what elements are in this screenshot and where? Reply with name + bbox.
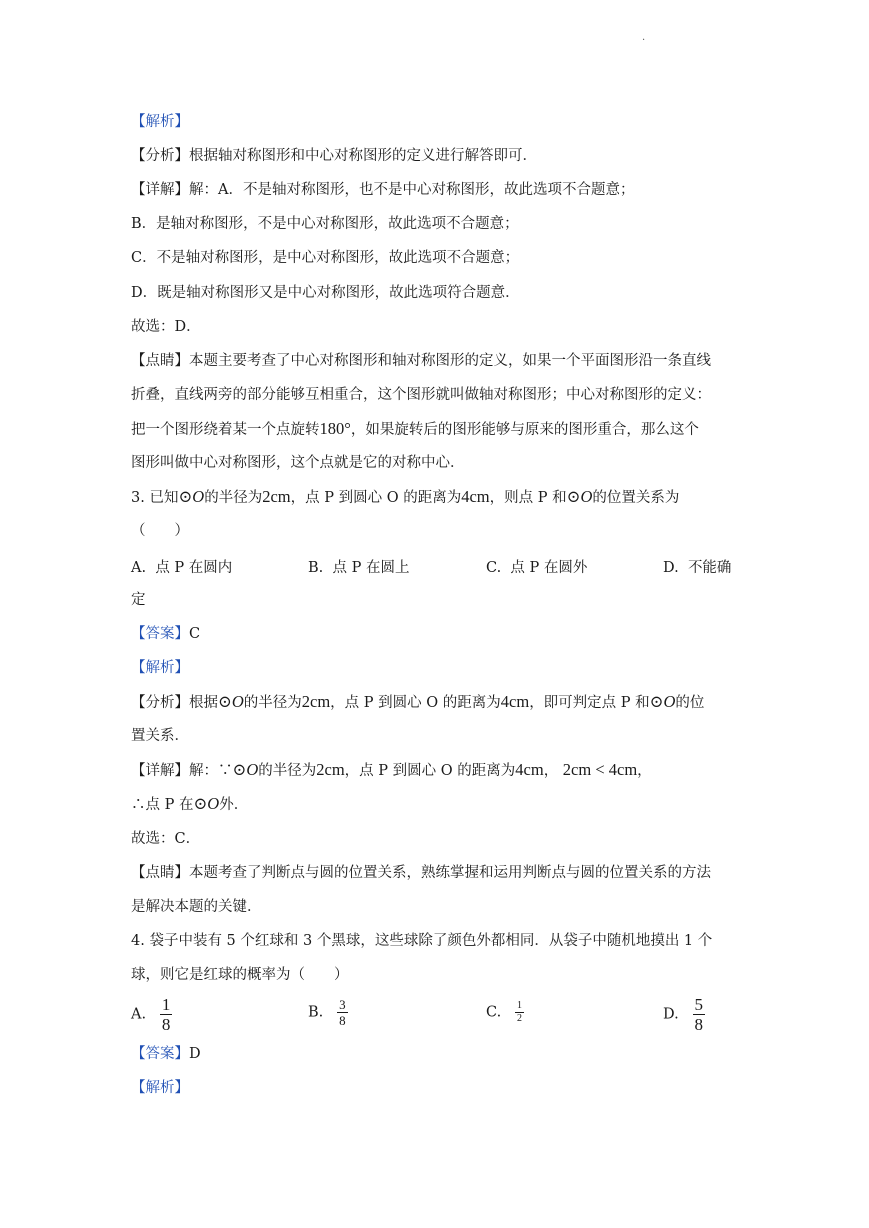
inequality: 2cm < 4cm (562, 760, 638, 779)
distance-value: 4cm (461, 487, 490, 506)
detail-text: 的半径为 (258, 763, 317, 779)
tag-xiangjie: 【详解】 (131, 182, 189, 198)
q3-option-c (486, 556, 587, 577)
denominator: 8 (161, 1015, 171, 1034)
detail-text: ， (637, 763, 652, 779)
q3-option-b (308, 556, 409, 577)
therefore-text: 外． (219, 797, 249, 813)
comment-line-1 (131, 351, 711, 371)
q4-option-b (308, 998, 348, 1027)
tag-fenxi: 【分析】 (131, 695, 189, 711)
circle-symbol: ⊙O (566, 487, 593, 506)
q3-text-3: ，则点 P 和 (489, 490, 567, 506)
fraction (515, 1001, 524, 1024)
q3-comment-2: 是解决本题的关键． (131, 899, 262, 915)
distance-value: 4cm (500, 692, 530, 711)
detail-line-b: B．是轴对称图形，不是中心对称图形，故此选项不合题意； (131, 216, 519, 232)
fraction (693, 996, 706, 1033)
q4-option-a (131, 996, 172, 1033)
detail-text: 解：A．不是轴对称图形，也不是中心对称图形，故此选项不合题意； (189, 182, 635, 198)
q4-option-d (663, 996, 705, 1033)
tag-xiangjie: 【详解】 (131, 763, 189, 779)
option-label: C. (486, 560, 502, 576)
option-label: B. (308, 1004, 324, 1021)
q4-stem-2: 球，则它是红球的概率为（ ） (131, 967, 349, 983)
q3-option-a (131, 556, 232, 577)
choice-line: 故选：D． (131, 319, 201, 335)
denominator: 8 (339, 1013, 346, 1028)
corner-mark: . (642, 32, 646, 43)
option-text: 点 P 在圆内 (155, 560, 233, 576)
q3-therefore (131, 794, 248, 815)
comment-line-3 (131, 419, 699, 440)
denominator: 2 (517, 1013, 523, 1024)
analysis-text: 根据轴对称图形和中心对称图形的定义进行解答即可． (189, 148, 537, 164)
analysis-text: ，点 P 到圆心 O 的距离为 (330, 695, 501, 711)
denominator: 8 (694, 1015, 704, 1034)
q3-analysis (131, 692, 704, 713)
circle-symbol: ⊙O (232, 760, 259, 779)
q3-comment-1 (131, 863, 711, 883)
tag-answer: 【答案】 (131, 1046, 189, 1062)
detail-text: ，点 P 到圆心 O 的距离为 (344, 763, 516, 779)
analysis-text: 的半径为 (243, 695, 302, 711)
q3-text-4: 的位置关系为 (592, 490, 680, 506)
tag-dianjing: 【点睛】 (131, 353, 189, 369)
circle-symbol: ⊙O (649, 692, 676, 711)
option-label: A. (131, 560, 147, 576)
circle-symbol: ⊙O (193, 794, 220, 813)
option-label: D. (663, 560, 679, 576)
q4-option-c (486, 1001, 524, 1024)
q3-text-2: ，点 P 到圆心 O 的距离为 (290, 490, 462, 506)
comment-text-1: 本题主要考查了中心对称图形和轴对称图形的定义，如果一个平面图形沿一条直线 (189, 353, 711, 369)
q4-answer (131, 1044, 201, 1064)
analysis-line (131, 146, 537, 166)
q3-stem (131, 487, 679, 508)
option-label: A. (131, 1006, 147, 1023)
q3-option-wrap: 定 (131, 592, 146, 608)
q4-stem-1: 4. 袋子中装有 5 个红球和 3 个黑球，这些球除了颜色外都相同．从袋子中随机地摸出 1 个 (131, 933, 713, 949)
comment-line-2: 折叠，直线两旁的部分能够互相重合，这个图形就叫做轴对称图形；中心对称图形的定义： (131, 387, 711, 403)
numerator: 1 (161, 995, 171, 1014)
detail-line-c: C．不是轴对称图形，是中心对称图形，故此选项不合题意； (131, 250, 520, 266)
detail-line-d: D．既是轴对称图形又是中心对称图形，故此选项符合题意． (131, 285, 520, 301)
answer-value: D (189, 1046, 201, 1062)
detail-line (131, 180, 634, 200)
therefore-text: ∴点 P 在 (131, 797, 194, 813)
numerator: 1 (517, 1000, 523, 1011)
fraction (160, 996, 173, 1033)
analysis-text: 的位 (675, 695, 705, 711)
analysis-text: ，即可判定点 P 和 (529, 695, 650, 711)
q3-text-1: 的半径为 (204, 490, 263, 506)
q3-option-d (663, 556, 731, 577)
section-tag-jiexi: 【解析】 (131, 114, 189, 130)
option-text: 点 P 在圆外 (510, 560, 588, 576)
numerator: 3 (339, 997, 346, 1012)
comment-line-4: 图形叫做中心对称图形，这个点就是它的对称中心． (131, 455, 465, 471)
q3-number: 3. 已知 (131, 490, 179, 506)
q3-detail (131, 760, 652, 781)
comment-text-3a: 把一个图形绕着某一个点旋转 (131, 422, 320, 438)
detail-text: ， (543, 763, 559, 779)
detail-text: 解：∵ (189, 763, 233, 779)
option-label: B. (308, 560, 324, 576)
option-label: C. (486, 1004, 502, 1021)
answer-value: C (189, 626, 201, 642)
numerator: 5 (694, 995, 704, 1014)
comment-text: 本题考查了判断点与圆的位置关系，熟练掌握和运用判断点与圆的位置关系的方法 (189, 865, 711, 881)
tag-answer: 【答案】 (131, 626, 189, 642)
q3-paren: （ ） (131, 523, 189, 539)
analysis-text: 根据 (189, 695, 218, 711)
circle-symbol: ⊙O (218, 692, 244, 711)
radius-value: 2cm (262, 487, 291, 506)
circle-symbol: ⊙O (178, 487, 205, 506)
q3-answer (131, 624, 200, 644)
q3-tag-jiexi: 【解析】 (131, 660, 189, 676)
comment-text-3b: ，如果旋转后的图形能够与原来的图形重合，那么这个 (350, 422, 699, 438)
q3-choice: 故选：C． (131, 831, 201, 847)
tag-dianjing: 【点睛】 (131, 865, 189, 881)
q3-analysis-wrap: 置关系． (131, 728, 189, 744)
distance-value: 4cm (515, 760, 544, 779)
radius-value: 2cm (301, 692, 331, 711)
q4-tag-jiexi: 【解析】 (131, 1080, 189, 1096)
option-text: 不能确 (687, 560, 732, 576)
option-label: D. (663, 1006, 679, 1023)
fraction (337, 998, 348, 1027)
angle-value: 180° (319, 419, 351, 438)
tag-fenxi: 【分析】 (131, 148, 189, 164)
option-text: 点 P 在圆上 (332, 560, 410, 576)
radius-value: 2cm (316, 760, 345, 779)
